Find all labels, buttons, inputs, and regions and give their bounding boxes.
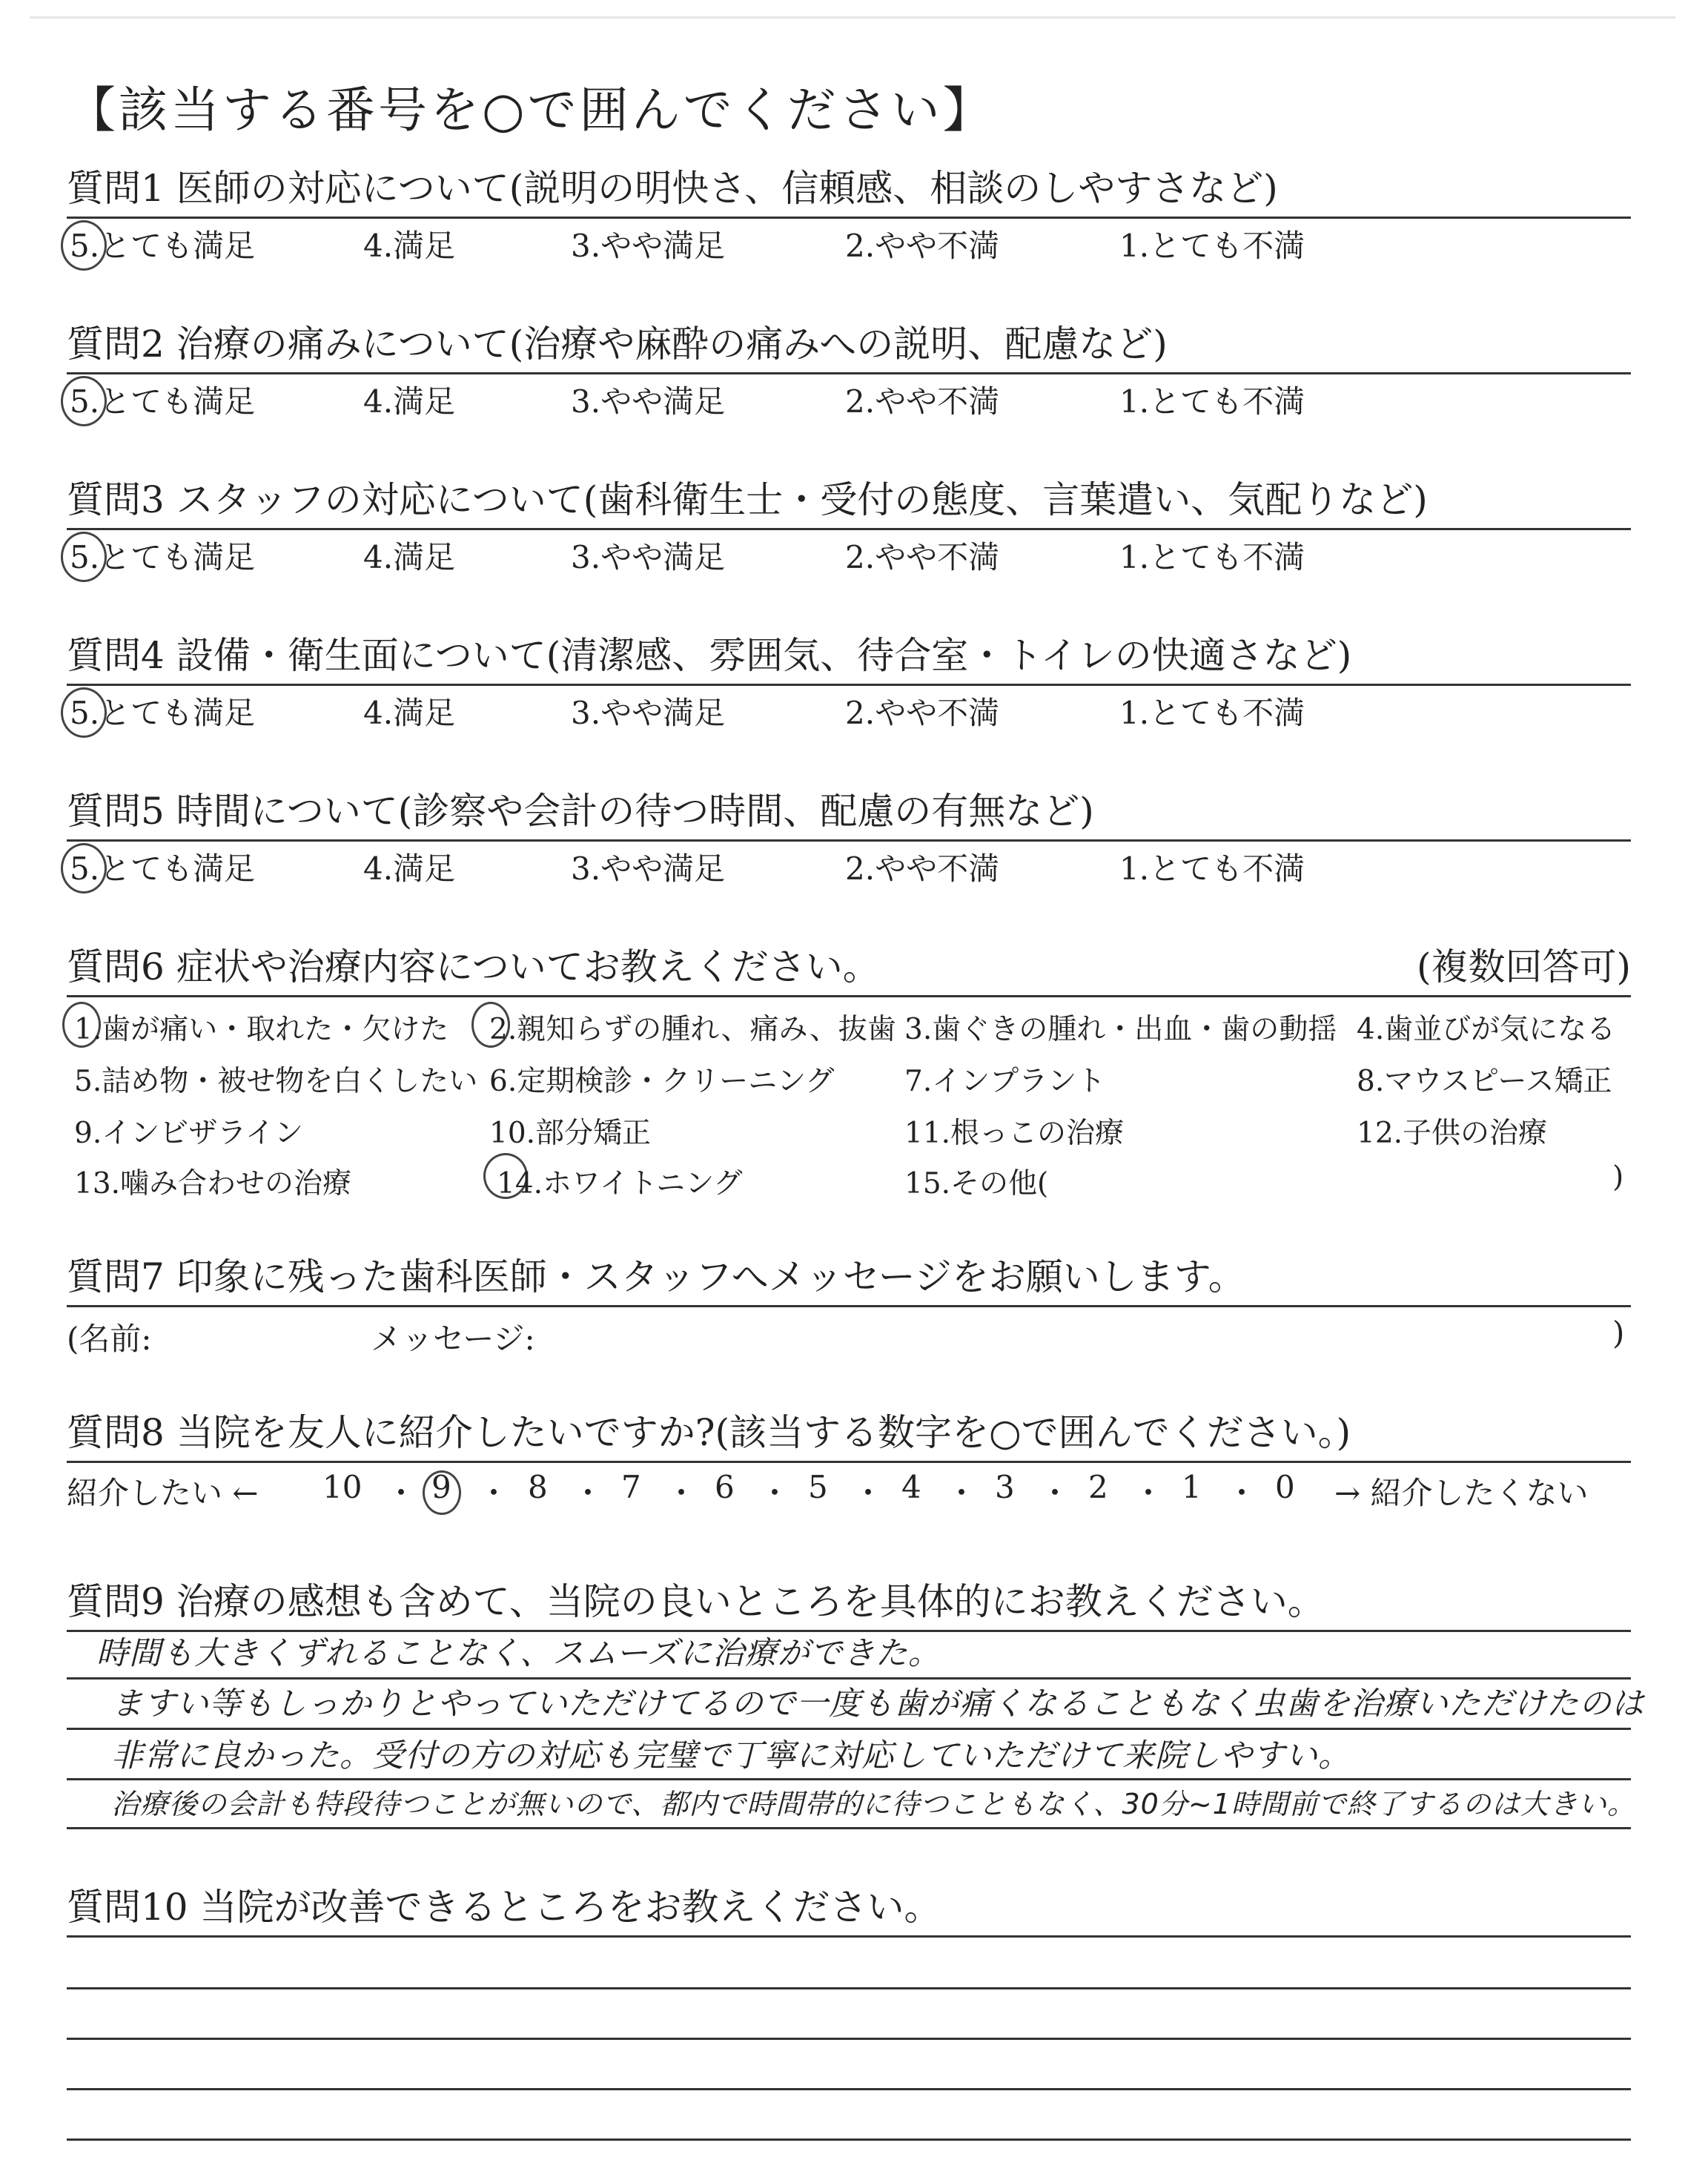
option-2[interactable]: 2.やや不満: [845, 539, 1000, 575]
question-title: 質問5 時間について(診察や会計の待つ時間、配慮の有無など): [67, 790, 1094, 833]
option-2[interactable]: 2.やや不満: [845, 228, 1000, 264]
writing-line: [67, 1778, 1631, 1780]
scale-dot: ・: [853, 1475, 884, 1511]
top-edge-line: [30, 16, 1675, 19]
question-9: [67, 1578, 1631, 1632]
message-label[interactable]: メッセージ:: [371, 1321, 535, 1357]
scale-right-label: → 紹介したくない: [1334, 1475, 1589, 1511]
option-3[interactable]: 3.歯ぐきの腫れ・出血・歯の動揺: [904, 1013, 1337, 1046]
option-5[interactable]: 5.とても満足: [70, 383, 256, 420]
option-3[interactable]: 3.やや満足: [571, 695, 726, 731]
option-2[interactable]: 2.親知らずの腫れ、痛み、抜歯: [489, 1013, 896, 1046]
message-row: [67, 1307, 1631, 1359]
question-10: [67, 1883, 1631, 1938]
writing-line: [67, 1728, 1631, 1730]
rating-options: [67, 374, 1631, 426]
option-4[interactable]: 4.歯並びが気になる: [1357, 1013, 1616, 1046]
scale-dot: ・: [759, 1475, 791, 1511]
question-6: [67, 943, 1631, 1212]
option-7[interactable]: 7.インプラント: [904, 1065, 1106, 1098]
option-14[interactable]: 14.ホワイトニング: [497, 1167, 743, 1200]
option-11[interactable]: 11.根っこの治療: [904, 1117, 1125, 1150]
option-2[interactable]: 2.やや不満: [845, 851, 1000, 887]
option-1[interactable]: 1.とても不満: [1119, 539, 1305, 575]
option-12[interactable]: 12.子供の治療: [1357, 1117, 1548, 1150]
handwritten-answer-line: 時間も大きくずれることなく、スムーズに治療ができた。: [96, 1635, 941, 1672]
scale-dot: ・: [1039, 1475, 1071, 1511]
question-2: [67, 320, 1631, 426]
option-2[interactable]: 2.やや不満: [845, 695, 1000, 731]
handwritten-answer-line: 非常に良かった。受付の方の対応も完璧で丁寧に対応していただけて来院しやすい。: [111, 1737, 1351, 1774]
scale-0[interactable]: 0: [1275, 1469, 1295, 1505]
scale-dot: ・: [946, 1475, 978, 1511]
multiple-answers-note: (複数回答可): [1416, 945, 1631, 988]
scale-8[interactable]: 8: [528, 1469, 548, 1505]
question-4: [67, 632, 1631, 738]
question-1: [67, 165, 1631, 271]
writing-line[interactable]: [67, 2138, 1631, 2141]
other-close-paren: ): [1612, 1160, 1624, 1194]
writing-line[interactable]: [67, 2038, 1631, 2040]
option-9[interactable]: 9.インビザライン: [74, 1117, 304, 1150]
scale-dot: ・: [1226, 1475, 1258, 1511]
option-1[interactable]: 1.とても不満: [1119, 228, 1305, 264]
question-5: [67, 787, 1631, 894]
option-5[interactable]: 5.とても満足: [70, 695, 256, 731]
scale-9[interactable]: 9: [431, 1469, 451, 1505]
question-8: [67, 1409, 1631, 1515]
option-15[interactable]: 15.その他(: [904, 1167, 1049, 1200]
question-title: 質問10 当院が改善できるところをお教えください。: [67, 1886, 941, 1929]
scale-dot: ・: [572, 1475, 604, 1511]
scale-dot: ・: [1133, 1475, 1165, 1511]
question-title: 質問1 医師の対応について(説明の明快さ、信頼感、相談のしやすさなど): [67, 167, 1278, 210]
option-5[interactable]: 5.とても満足: [70, 539, 256, 575]
scale-6[interactable]: 6: [715, 1469, 735, 1505]
handwritten-answer-line: 治療後の会計も特段待つことが無いので、都内で時間帯的に待つこともなく、30分~1時間前で終了するのは大きい。: [111, 1788, 1636, 1820]
rating-options: [67, 842, 1631, 894]
question-3: [67, 476, 1631, 582]
scale-2[interactable]: 2: [1088, 1469, 1108, 1505]
option-1[interactable]: 1.とても不満: [1119, 695, 1305, 731]
scale-dot: ・: [478, 1475, 510, 1511]
writing-line[interactable]: [67, 1987, 1631, 1989]
question-title: 質問8 当院を友人に紹介したいですか?(該当する数字を○で囲んでください。): [67, 1411, 1351, 1454]
page-title: 【該当する番号を○で囲んでください】: [67, 82, 995, 139]
scale-1[interactable]: 1: [1182, 1469, 1202, 1505]
question-title: 質問7 印象に残った歯科医師・スタッフへメッセージをお願いします。: [67, 1255, 1245, 1298]
scale-5[interactable]: 5: [808, 1469, 828, 1505]
rating-options: [67, 530, 1631, 582]
rating-options: [67, 219, 1631, 271]
name-label[interactable]: (名前:: [67, 1321, 152, 1357]
scale-left-label: 紹介したい ←: [67, 1475, 259, 1511]
option-13[interactable]: 13.噛み合わせの治療: [74, 1167, 352, 1200]
divider: [67, 1935, 1631, 1938]
option-5[interactable]: 5.とても満足: [70, 851, 256, 887]
option-8[interactable]: 8.マウスピース矯正: [1357, 1065, 1612, 1098]
option-4[interactable]: 4.満足: [363, 228, 456, 264]
option-1[interactable]: 1.とても不満: [1119, 383, 1305, 420]
option-4[interactable]: 4.満足: [363, 539, 456, 575]
scale-4[interactable]: 4: [901, 1469, 921, 1505]
option-3[interactable]: 3.やや満足: [571, 539, 726, 575]
scale-dot: ・: [385, 1475, 417, 1511]
option-2[interactable]: 2.やや不満: [845, 383, 1000, 420]
handwritten-answer-line: ますい等もしっかりとやっていただけてるので一度も歯が痛くなることもなく虫歯を治療いただけたのは: [111, 1685, 1644, 1723]
question-title-text: 質問6 症状や治療内容についてお教えください。: [67, 945, 880, 988]
rating-options: [67, 686, 1631, 738]
option-1[interactable]: 1.歯が痛い・取れた・欠けた: [74, 1013, 449, 1046]
option-3[interactable]: 3.やや満足: [571, 383, 726, 420]
scale-7[interactable]: 7: [621, 1469, 641, 1505]
option-10[interactable]: 10.部分矯正: [489, 1117, 652, 1150]
option-4[interactable]: 4.満足: [363, 383, 456, 420]
recommend-scale: [67, 1463, 1631, 1515]
option-6[interactable]: 6.定期検診・クリーニング: [489, 1065, 835, 1098]
option-1[interactable]: 1.とても不満: [1119, 851, 1305, 887]
writing-line: [67, 1827, 1631, 1829]
question-title: 質問2 治療の痛みについて(治療や麻酔の痛みへの説明、配慮など): [67, 323, 1168, 366]
scale-3[interactable]: 3: [995, 1469, 1015, 1505]
question-title: [67, 943, 1631, 991]
question-title: 質問3 スタッフの対応について(歯科衛生士・受付の態度、言葉遣い、気配りなど): [67, 478, 1428, 521]
question-title: 質問4 設備・衛生面について(清潔感、雰囲気、待合室・トイレの快適さなど): [67, 634, 1352, 677]
question-7: [67, 1253, 1631, 1359]
option-3[interactable]: 3.やや満足: [571, 228, 726, 264]
option-5[interactable]: 5.詰め物・被せ物を白くしたい: [74, 1065, 478, 1098]
option-5[interactable]: 5.とても満足: [70, 228, 256, 264]
option-4[interactable]: 4.満足: [363, 851, 456, 887]
question-title: 質問9 治療の感想も含めて、当院の良いところを具体的にお教えください。: [67, 1580, 1325, 1623]
scale-10[interactable]: 10: [322, 1469, 363, 1505]
symptom-options: [67, 997, 1631, 1212]
option-4[interactable]: 4.満足: [363, 695, 456, 731]
message-close-paren: ): [1612, 1315, 1625, 1351]
option-3[interactable]: 3.やや満足: [571, 851, 726, 887]
writing-line[interactable]: [67, 2088, 1631, 2090]
scale-dot: ・: [666, 1475, 698, 1511]
